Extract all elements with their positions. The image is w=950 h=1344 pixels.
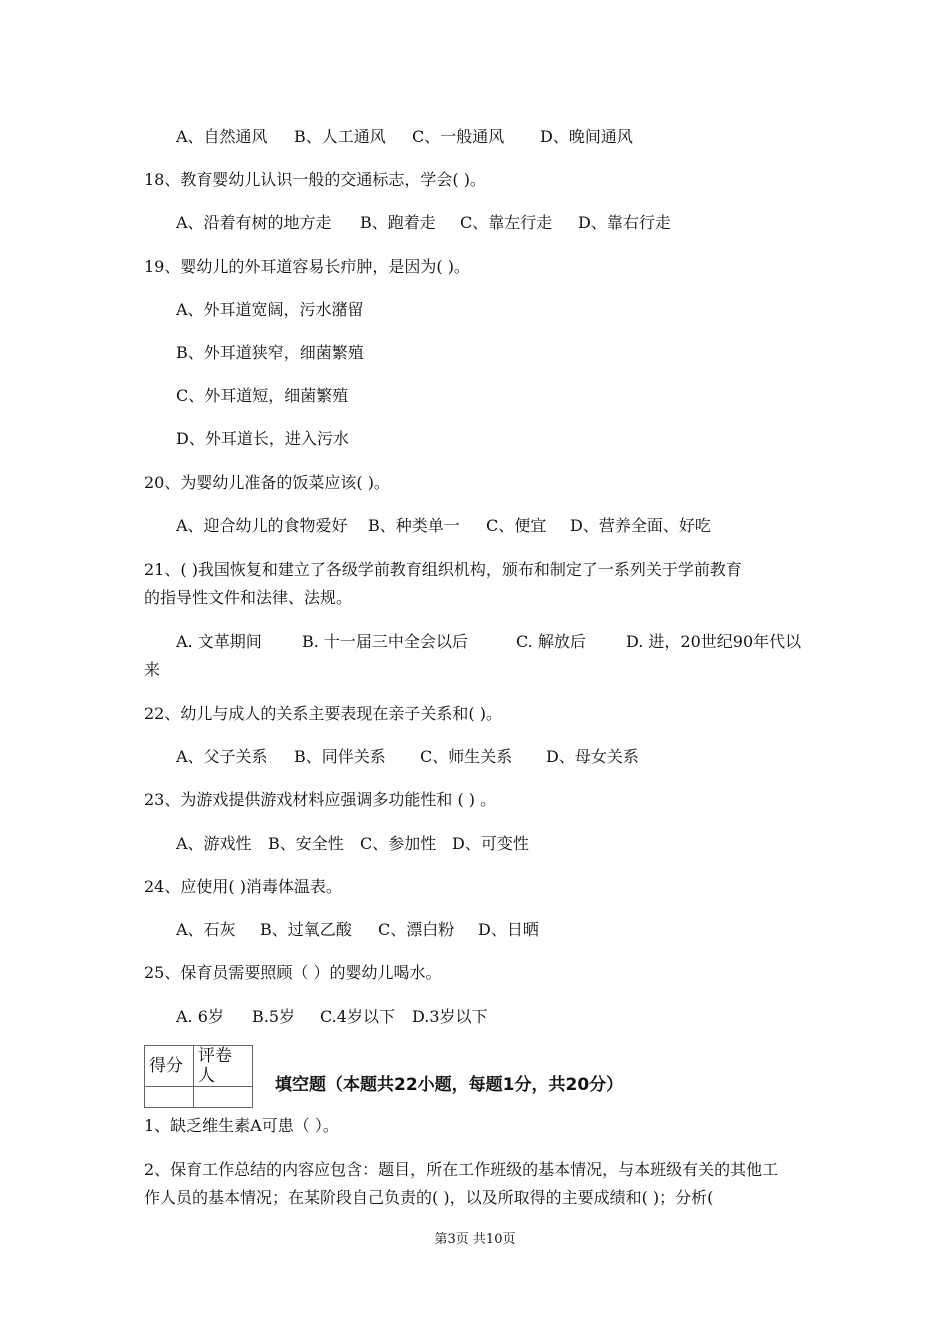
q24-options (176, 920, 539, 940)
q18-stem: 18、教育婴幼儿认识一般的交通标志，学会( )。 (144, 170, 486, 189)
q25-option-a: A. 6岁 (176, 1007, 224, 1026)
q20-options (176, 516, 711, 536)
q20-stem: 20、为婴幼儿准备的饭菜应该( )。 (144, 473, 390, 492)
q22-option-d: D、母女关系 (546, 747, 639, 766)
q20-option-c: C、便宜 (486, 516, 547, 535)
fill2-line2: 作人员的基本情况；在某阶段自己负责的( )，以及所取得的主要成绩和( )；分析( (144, 1188, 714, 1207)
q21-stem-line2: 的指导性文件和法律、法规。 (144, 588, 353, 607)
q20-option-b: B、种类单一 (368, 516, 460, 535)
q23-option-c: C、参加性 (360, 834, 437, 853)
q21-option-c: C. 解放后 (516, 632, 586, 651)
q21-stem-line1: 21、( )我国恢复和建立了各级学前教育组织机构，颁布和制定了一系列关于学前教育 (144, 560, 742, 579)
q20-option-d: D、营养全面、好吃 (570, 516, 711, 535)
q21-options (176, 632, 801, 652)
q25-options (176, 1007, 488, 1027)
q24-option-a: A、石灰 (176, 920, 236, 939)
fill1: 1、缺乏维生素A可患（ ）。 (144, 1116, 339, 1135)
q25-option-c: C.4岁以下 (320, 1007, 395, 1026)
q23-option-a: A、游戏性 (176, 834, 252, 853)
q23-stem: 23、为游戏提供游戏材料应强调多功能性和 ( ) 。 (144, 790, 497, 809)
q22-option-b: B、同伴关系 (294, 747, 386, 766)
q23-options (176, 834, 529, 854)
score-cell (145, 1087, 194, 1108)
q25-stem: 25、保育员需要照顾（ ）的婴幼儿喝水。 (144, 963, 442, 982)
q22-options (176, 747, 639, 767)
q24-stem: 24、应使用( )消毒体温表。 (144, 877, 342, 896)
q17-options (176, 127, 633, 147)
grader-cell (194, 1087, 253, 1108)
q23-option-d: D、可变性 (452, 834, 529, 853)
q19-option-c: C、外耳道短，细菌繁殖 (176, 386, 349, 405)
q18-option-b: B、跑着走 (360, 213, 436, 232)
q22-option-c: C、师生关系 (420, 747, 513, 766)
q21-option-d: D. 进，20世纪90年代以 (626, 632, 802, 651)
q19-option-d: D、外耳道长，进入污水 (176, 429, 349, 448)
section-title: 填空题（本题共22小题，每题1分，共20分） (275, 1075, 624, 1095)
q24-option-d: D、日晒 (478, 920, 539, 939)
page-footer: 第3页 共10页 (434, 1232, 516, 1247)
q18-option-d: D、靠右行走 (578, 213, 671, 232)
q18-option-a: A、沿着有树的地方走 (176, 213, 332, 232)
q24-option-c: C、漂白粉 (378, 920, 455, 939)
q19-option-a: A、外耳道宽阔，污水潴留 (176, 300, 364, 319)
score-box (144, 1045, 253, 1108)
q21-option-b: B. 十一届三中全会以后 (302, 632, 468, 651)
fill2-line1: 2、保育工作总结的内容应包含：题目，所在工作班级的基本情况，与本班级有关的其他工 (144, 1160, 779, 1179)
q21-option-a: A. 文革期间 (176, 632, 262, 651)
q17-option-c: C、一般通风 (412, 127, 505, 146)
grader-header: 评卷人 (194, 1046, 253, 1087)
q17-option-d: D、晚间通风 (540, 127, 633, 146)
q18-options (176, 213, 671, 233)
q18-option-c: C、靠左行走 (460, 213, 553, 232)
q25-option-b: B.5岁 (252, 1007, 296, 1026)
q22-option-a: A、父子关系 (176, 747, 268, 766)
q19-stem: 19、婴幼儿的外耳道容易长疖肿，是因为( )。 (144, 257, 470, 276)
score-header: 得分 (145, 1046, 194, 1087)
q17-option-b: B、人工通风 (294, 127, 386, 146)
q24-option-b: B、过氧乙酸 (260, 920, 352, 939)
q23-option-b: B、安全性 (268, 834, 344, 853)
q20-option-a: A、迎合幼儿的食物爱好 (176, 516, 348, 535)
q25-option-d: D.3岁以下 (412, 1007, 488, 1026)
q22-stem: 22、幼儿与成人的关系主要表现在亲子关系和( )。 (144, 704, 502, 723)
q17-option-a: A、自然通风 (176, 127, 268, 146)
q21-option-d-wrap: 来 (144, 660, 161, 679)
q19-option-b: B、外耳道狭窄，细菌繁殖 (176, 343, 364, 362)
